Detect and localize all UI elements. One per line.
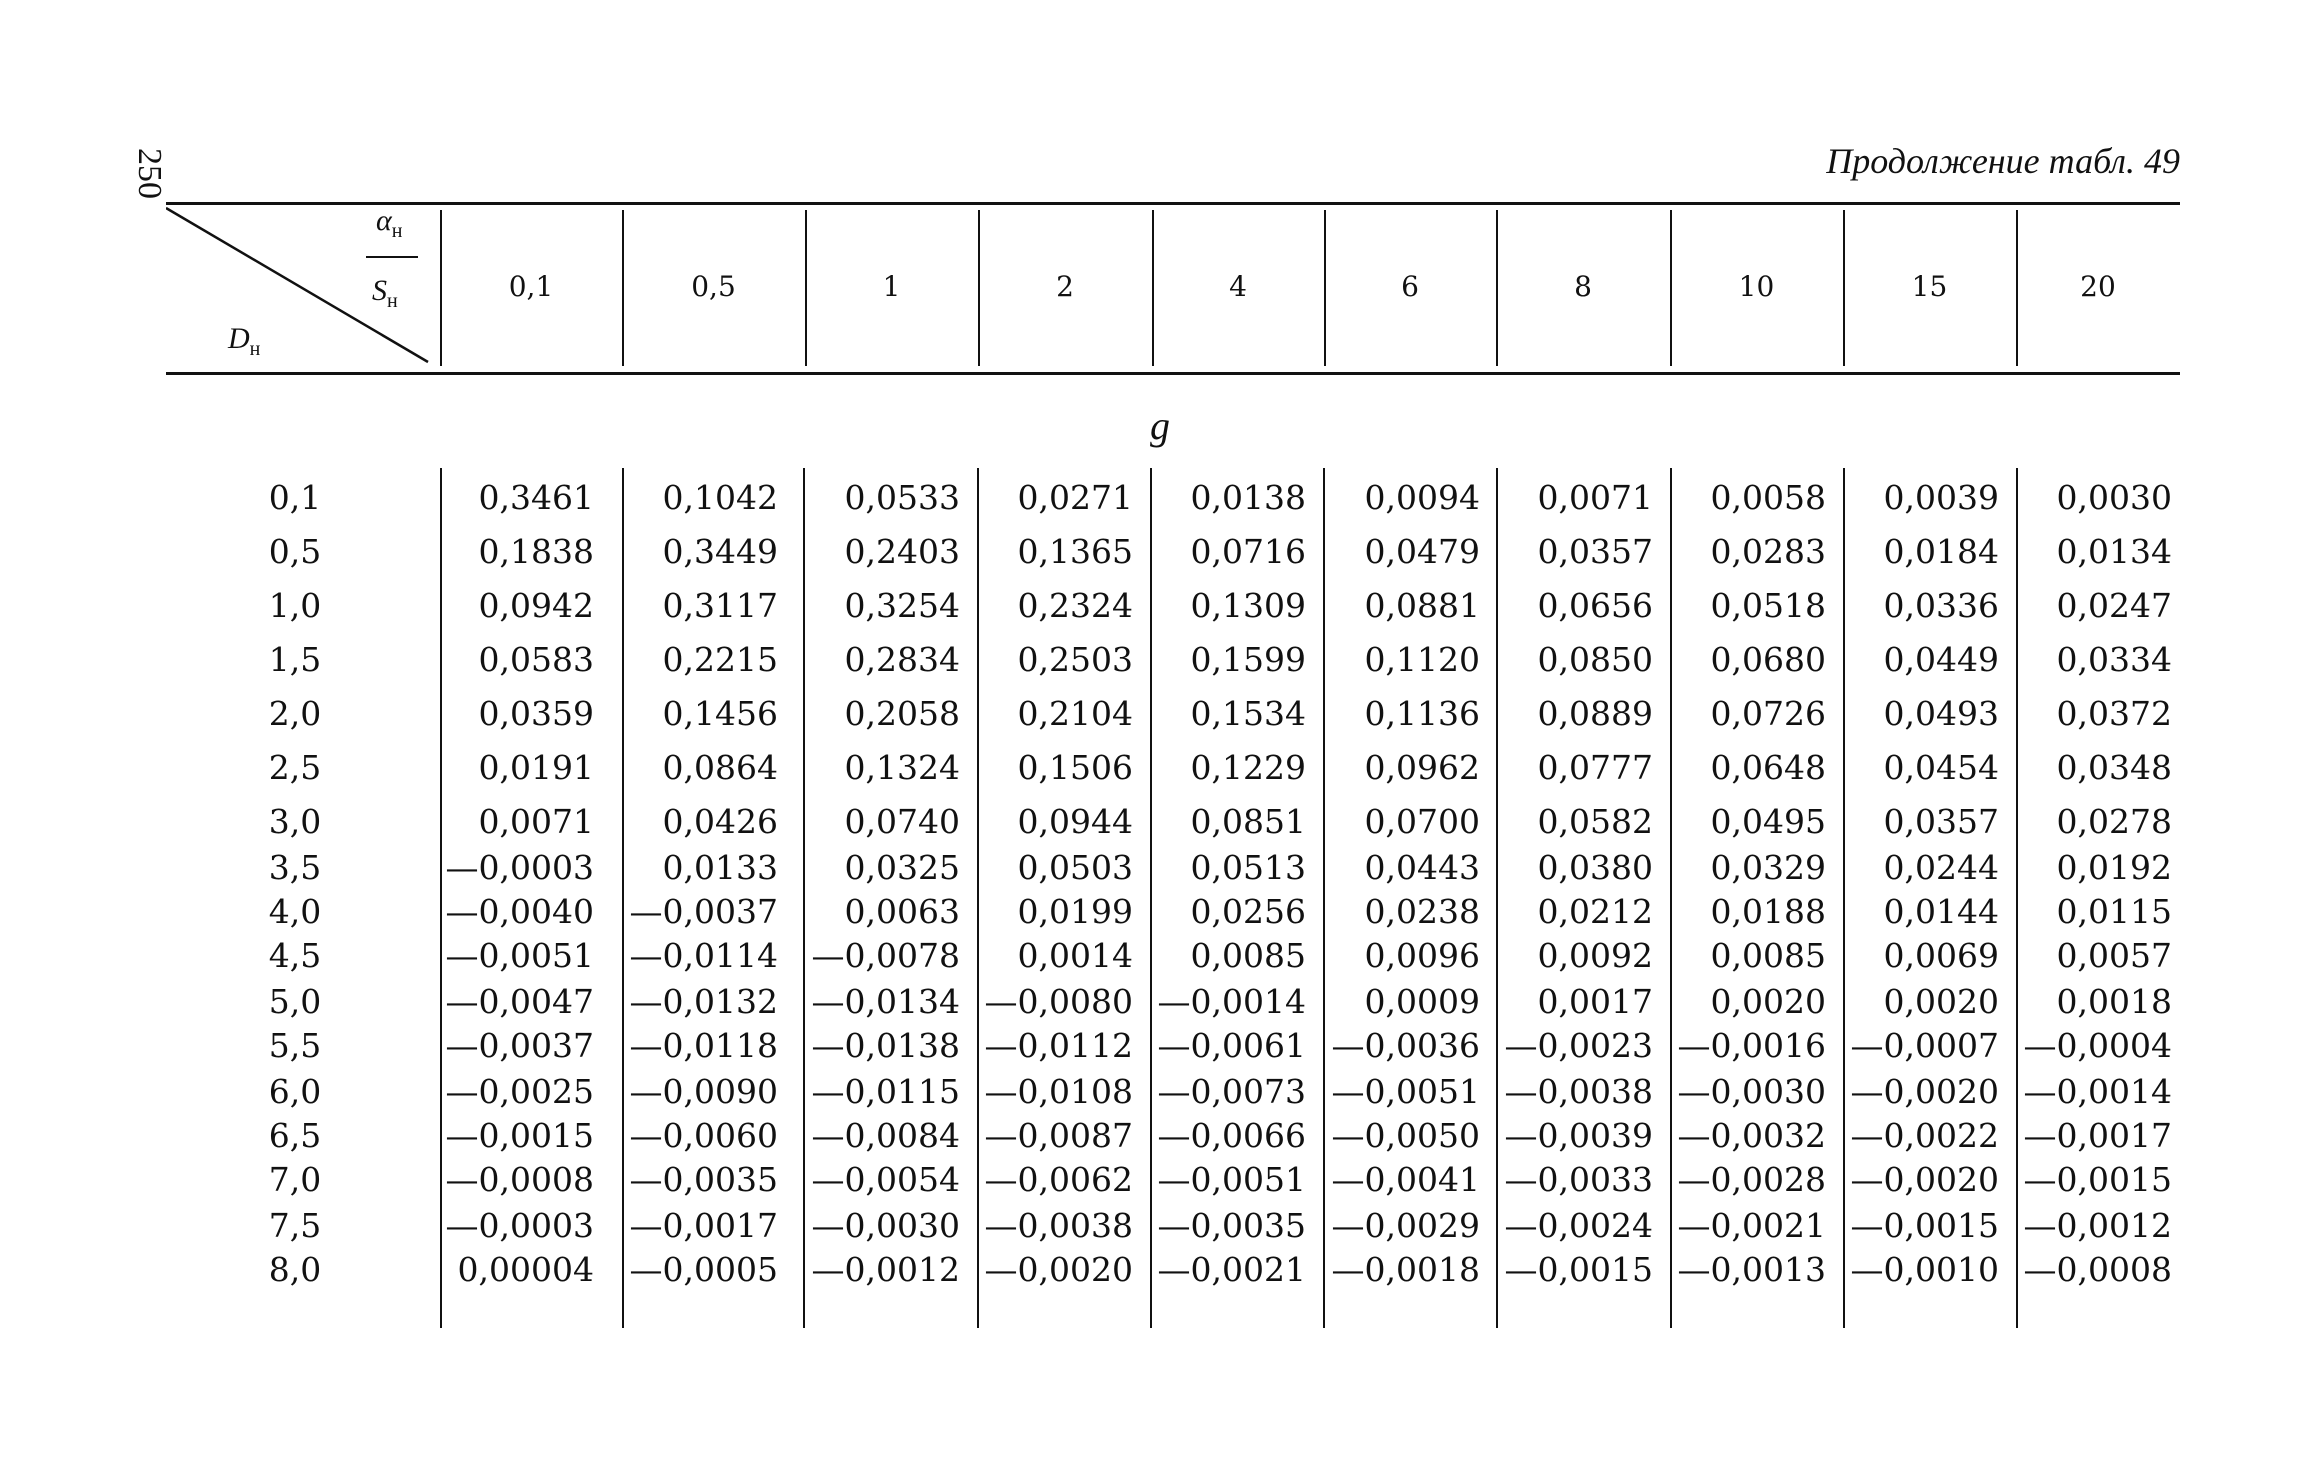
table-cell: 0,0777 <box>1537 748 1653 787</box>
table-cell: —0,0115 <box>811 1072 960 1111</box>
table-cell: —0,0073 <box>1157 1072 1306 1111</box>
table-cell: 0,0092 <box>1537 936 1653 975</box>
table-cell: 0,0071 <box>1537 478 1653 517</box>
table-cell: 0,2834 <box>844 640 960 679</box>
table-cell: —0,0037 <box>629 892 778 931</box>
table-cell: —0,0020 <box>1850 1072 1999 1111</box>
table-cell: 0,0212 <box>1537 892 1653 931</box>
table-cell: 0,0071 <box>478 802 594 841</box>
table-cell: —0,0051 <box>1157 1160 1306 1199</box>
table-cell: —0,0020 <box>984 1250 1133 1289</box>
table-cell: 0,0244 <box>1883 848 1999 887</box>
table-cell: 0,0449 <box>1883 640 1999 679</box>
table-cell: 0,0017 <box>1537 982 1653 1021</box>
table-cell: 0,2058 <box>844 694 960 733</box>
table-cell: 0,0582 <box>1537 802 1653 841</box>
table-cell: —0,0061 <box>1157 1026 1306 1065</box>
column-header: 20 <box>2080 269 2116 303</box>
table-cell: —0,0023 <box>1504 1026 1653 1065</box>
column-header: 15 <box>1911 269 1948 303</box>
column-header: 0,1 <box>508 269 554 303</box>
row-label: 5,0 <box>268 982 322 1021</box>
table-cell: 0,0648 <box>1710 748 1826 787</box>
header-bottom-rule <box>166 372 2180 375</box>
table-cell: —0,0012 <box>811 1250 960 1289</box>
table-cell: —0,0051 <box>1331 1072 1480 1111</box>
table-cell: 0,0018 <box>2056 982 2172 1021</box>
table-cell: 0,0426 <box>662 802 778 841</box>
header-separator <box>1496 210 1498 366</box>
row-label: 6,5 <box>268 1116 322 1155</box>
table-cell: —0,0017 <box>2023 1116 2172 1155</box>
table-cell: —0,0015 <box>1504 1250 1653 1289</box>
header-separator <box>1152 210 1154 366</box>
table-cell: 0,0740 <box>844 802 960 841</box>
table-cell: 0,0247 <box>2056 586 2172 625</box>
table-cell: 0,00004 <box>457 1250 594 1289</box>
table-cell: 0,3449 <box>662 532 778 571</box>
table-cell: 0,1120 <box>1364 640 1480 679</box>
table-cell: 0,0864 <box>662 748 778 787</box>
corner-row-symbol: $D_н$ <box>228 322 261 360</box>
table-cell: —0,0054 <box>811 1160 960 1199</box>
table-cell: —0,0030 <box>811 1206 960 1245</box>
table-cell: —0,0060 <box>629 1116 778 1155</box>
row-label: 3,5 <box>268 848 322 887</box>
table-cell: 0,0134 <box>2056 532 2172 571</box>
table-cell: 0,0656 <box>1537 586 1653 625</box>
table-cell: —0,0132 <box>629 982 778 1021</box>
table-cell: —0,0025 <box>445 1072 594 1111</box>
table-cell: —0,0080 <box>984 982 1133 1021</box>
table-cell: —0,0016 <box>1677 1026 1826 1065</box>
corner-denominator: $S_н$ <box>372 274 398 312</box>
table-cell: 0,0944 <box>1017 802 1133 841</box>
column-header: 10 <box>1738 269 1775 303</box>
table-cell: —0,0037 <box>445 1026 594 1065</box>
table-cell: 0,1309 <box>1190 586 1306 625</box>
table-cell: 0,0372 <box>2056 694 2172 733</box>
table-cell: 0,0942 <box>478 586 594 625</box>
table-cell: 0,2324 <box>1017 586 1133 625</box>
table-cell: 0,0495 <box>1710 802 1826 841</box>
column-header: 4 <box>1229 269 1247 303</box>
table-cell: —0,0004 <box>2023 1026 2172 1065</box>
table-cell: 0,0479 <box>1364 532 1480 571</box>
table-cell: 0,0881 <box>1364 586 1480 625</box>
row-label: 7,0 <box>268 1160 322 1199</box>
table-cell: —0,0015 <box>1850 1206 1999 1245</box>
table-cell: 0,1365 <box>1017 532 1133 571</box>
header-top-rule <box>166 202 2180 205</box>
row-label: 2,5 <box>268 748 322 787</box>
table-cell: —0,0114 <box>629 936 778 975</box>
row-label: 0,5 <box>268 532 322 571</box>
table-cell: —0,0015 <box>445 1116 594 1155</box>
table-cell: 0,0009 <box>1364 982 1480 1021</box>
table-cell: 0,0851 <box>1190 802 1306 841</box>
row-label: 0,1 <box>268 478 322 517</box>
header-separator <box>1324 210 1326 366</box>
table-cell: —0,0051 <box>445 936 594 975</box>
table-cell: —0,0029 <box>1331 1206 1480 1245</box>
column-header: 0,5 <box>691 269 736 303</box>
table-cell: —0,0039 <box>1504 1116 1653 1155</box>
table-cell: —0,0020 <box>1850 1160 1999 1199</box>
table-cell: —0,0018 <box>1331 1250 1480 1289</box>
row-label: 1,5 <box>268 640 322 679</box>
table-cell: 0,0962 <box>1364 748 1480 787</box>
table-cell: 0,0583 <box>478 640 594 679</box>
table-cell: 0,0503 <box>1017 848 1133 887</box>
header-separator <box>2016 210 2018 366</box>
table-cell: 0,0359 <box>478 694 594 733</box>
table-cell: 0,0238 <box>1364 892 1480 931</box>
table-cell: —0,0022 <box>1850 1116 1999 1155</box>
table-cell: 0,0063 <box>844 892 960 931</box>
table-cell: —0,0090 <box>629 1072 778 1111</box>
table-cell: 0,0278 <box>2056 802 2172 841</box>
table-cell: 0,0334 <box>2056 640 2172 679</box>
table-cell: —0,0036 <box>1331 1026 1480 1065</box>
header-separator <box>1843 210 1845 366</box>
column-header: 6 <box>1401 269 1419 303</box>
table-cell: —0,0021 <box>1157 1250 1306 1289</box>
table-cell: 0,2503 <box>1017 640 1133 679</box>
column-header: 1 <box>882 269 901 303</box>
table-cell: 0,0283 <box>1710 532 1826 571</box>
table-cell: 0,0357 <box>1883 802 1999 841</box>
table-cell: —0,0038 <box>1504 1072 1653 1111</box>
header-separator <box>440 210 442 366</box>
table-cell: —0,0014 <box>2023 1072 2172 1111</box>
table-cell: 0,1229 <box>1190 748 1306 787</box>
quantity-label: g <box>1150 403 1170 448</box>
table-cell: 0,2215 <box>662 640 778 679</box>
table-cell: 0,1506 <box>1017 748 1133 787</box>
table-cell: —0,0028 <box>1677 1160 1826 1199</box>
table-cell: —0,0015 <box>2023 1160 2172 1199</box>
table-cell: 0,0850 <box>1537 640 1653 679</box>
header-separator <box>978 210 980 366</box>
row-label: 4,0 <box>268 892 322 931</box>
table-cell: 0,0096 <box>1364 936 1480 975</box>
table-cell: —0,0005 <box>629 1250 778 1289</box>
table-cell: 0,2104 <box>1017 694 1133 733</box>
header-separator <box>1670 210 1672 366</box>
column-header: 2 <box>1056 269 1074 303</box>
table-cell: 0,0336 <box>1883 586 1999 625</box>
table-cell: 0,0094 <box>1364 478 1480 517</box>
table-cell: 0,0191 <box>478 748 594 787</box>
table-cell: 0,0085 <box>1190 936 1306 975</box>
table-cell: 0,0889 <box>1537 694 1653 733</box>
table-cell: 0,0188 <box>1710 892 1826 931</box>
table-cell: —0,0062 <box>984 1160 1133 1199</box>
table-cell: 0,0726 <box>1710 694 1826 733</box>
table-cell: 0,3254 <box>844 586 960 625</box>
corner-numerator: $\alpha_н$ <box>376 204 403 242</box>
table-cell: 0,0133 <box>662 848 778 887</box>
table-cell: 0,0533 <box>844 478 960 517</box>
table-cell: 0,0085 <box>1710 936 1826 975</box>
header-separator <box>622 210 624 366</box>
table-cell: —0,0035 <box>629 1160 778 1199</box>
table-cell: 0,1838 <box>478 532 594 571</box>
table-cell: 0,1599 <box>1190 640 1306 679</box>
table-cell: —0,0012 <box>2023 1206 2172 1245</box>
table-cell: 0,0057 <box>2056 936 2172 975</box>
row-label: 6,0 <box>268 1072 322 1111</box>
table-cell: —0,0066 <box>1157 1116 1306 1155</box>
row-label: 7,5 <box>268 1206 322 1245</box>
table-cell: —0,0024 <box>1504 1206 1653 1245</box>
table-cell: —0,0087 <box>984 1116 1133 1155</box>
table-cell: —0,0108 <box>984 1072 1133 1111</box>
table-cell: 0,0020 <box>1710 982 1826 1021</box>
table-cell: 0,0680 <box>1710 640 1826 679</box>
table-cell: 0,3461 <box>478 478 594 517</box>
table-cell: 0,0348 <box>2056 748 2172 787</box>
table-cell: —0,0030 <box>1677 1072 1826 1111</box>
table-cell: 0,0271 <box>1017 478 1133 517</box>
row-label: 5,5 <box>268 1026 322 1065</box>
table-cell: —0,0050 <box>1331 1116 1480 1155</box>
table-corner-cell <box>166 204 436 370</box>
row-label: 2,0 <box>268 694 322 733</box>
table-cell: 0,0325 <box>844 848 960 887</box>
table-cell: 0,1042 <box>662 478 778 517</box>
table-cell: 0,0493 <box>1883 694 1999 733</box>
table-cell: —0,0084 <box>811 1116 960 1155</box>
table-cell: 0,0256 <box>1190 892 1306 931</box>
continuation-caption: Продолжение табл. 49 <box>1826 141 2180 181</box>
table-cell: —0,0134 <box>811 982 960 1021</box>
table-cell: —0,0040 <box>445 892 594 931</box>
table-cell: 0,2403 <box>844 532 960 571</box>
table-cell: 0,0454 <box>1883 748 1999 787</box>
table-cell: 0,0144 <box>1883 892 1999 931</box>
table-cell: 0,1324 <box>844 748 960 787</box>
row-label: 4,5 <box>268 936 322 975</box>
table-cell: 0,0329 <box>1710 848 1826 887</box>
table-cell: —0,0007 <box>1850 1026 1999 1065</box>
table-cell: —0,0013 <box>1677 1250 1826 1289</box>
table-cell: —0,0041 <box>1331 1160 1480 1199</box>
table-cell: 0,0443 <box>1364 848 1480 887</box>
table-cell: 0,0192 <box>2056 848 2172 887</box>
table-cell: —0,0038 <box>984 1206 1133 1245</box>
table-cell: 0,0700 <box>1364 802 1480 841</box>
table-cell: —0,0032 <box>1677 1116 1826 1155</box>
table-cell: —0,0112 <box>984 1026 1133 1065</box>
table-cell: —0,0118 <box>629 1026 778 1065</box>
table-cell: 0,1534 <box>1190 694 1306 733</box>
table-cell: —0,0138 <box>811 1026 960 1065</box>
table-cell: 0,0115 <box>2056 892 2172 931</box>
table-cell: 0,0513 <box>1190 848 1306 887</box>
table-cell: 0,0199 <box>1017 892 1133 931</box>
table-cell: 0,0380 <box>1537 848 1653 887</box>
corner-fraction-bar <box>366 256 418 258</box>
table-cell: 0,0030 <box>2056 478 2172 517</box>
table-cell: —0,0003 <box>445 1206 594 1245</box>
table-cell: —0,0010 <box>1850 1250 1999 1289</box>
table-cell: —0,0021 <box>1677 1206 1826 1245</box>
table-cell: 0,0716 <box>1190 532 1306 571</box>
table-cell: 0,0357 <box>1537 532 1653 571</box>
table-cell: —0,0008 <box>2023 1250 2172 1289</box>
table-cell: —0,0078 <box>811 936 960 975</box>
table-cell: —0,0008 <box>445 1160 594 1199</box>
table-cell: —0,0047 <box>445 982 594 1021</box>
table-cell: 0,0014 <box>1017 936 1133 975</box>
column-header: 8 <box>1574 269 1592 303</box>
table-cell: 0,0039 <box>1883 478 1999 517</box>
table-cell: 0,0184 <box>1883 532 1999 571</box>
table-cell: 0,0138 <box>1190 478 1306 517</box>
table-cell: 0,1456 <box>662 694 778 733</box>
table-cell: 0,0020 <box>1883 982 1999 1021</box>
header-separator <box>805 210 807 366</box>
table-cell: 0,3117 <box>662 586 778 625</box>
page-number: 250 <box>131 148 168 199</box>
table-cell: 0,0518 <box>1710 586 1826 625</box>
row-label: 1,0 <box>268 586 322 625</box>
table-cell: —0,0035 <box>1157 1206 1306 1245</box>
table-cell: 0,0058 <box>1710 478 1826 517</box>
table-cell: —0,0033 <box>1504 1160 1653 1199</box>
table-cell: 0,0069 <box>1883 936 1999 975</box>
table-cell: 0,1136 <box>1364 694 1480 733</box>
row-label: 3,0 <box>268 802 322 841</box>
table-cell: —0,0003 <box>445 848 594 887</box>
table-cell: —0,0014 <box>1157 982 1306 1021</box>
row-label: 8,0 <box>268 1250 322 1289</box>
table-cell: —0,0017 <box>629 1206 778 1245</box>
